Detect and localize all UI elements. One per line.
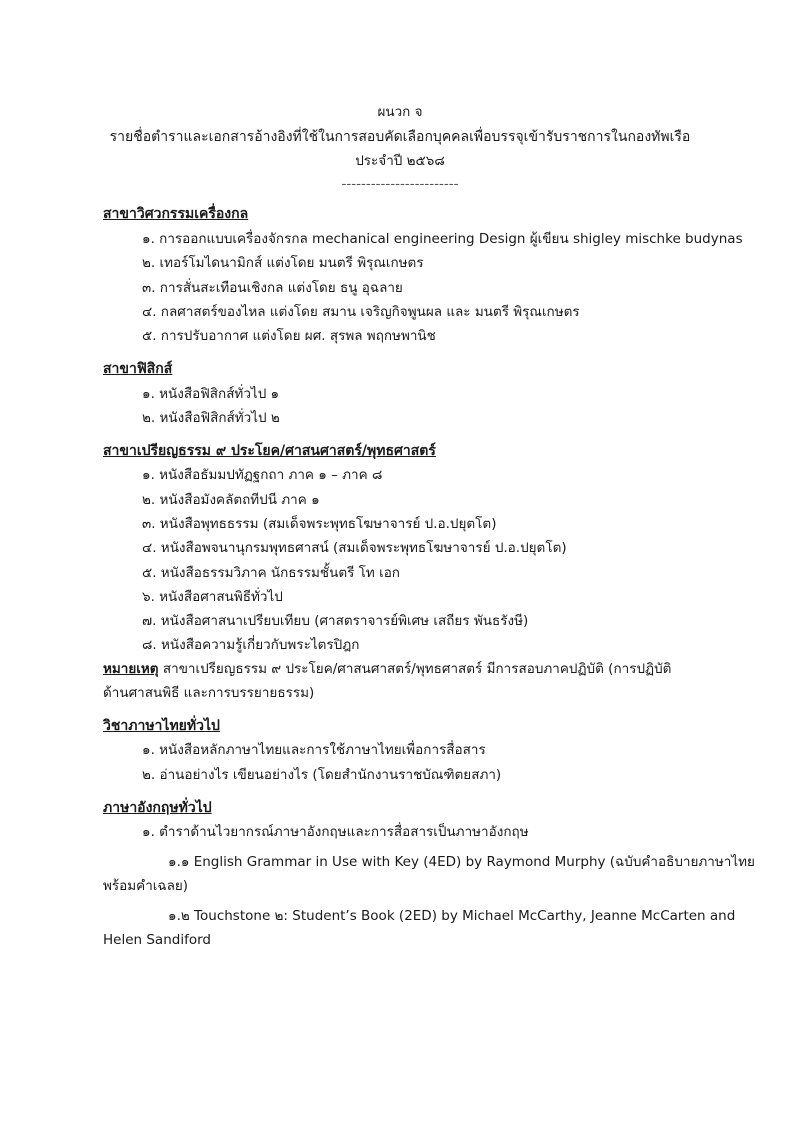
document-title: รายชื่อตำราและเอกสารอ้างอิงที่ใช้ในการสอบคัดเลือกบุคคลเพื่อบรรจุเข้ารับราชการในกองทัพเรือ bbox=[109, 129, 691, 145]
list-item: ๒. หนังสือมังคลัตถทีปนี ภาค ๑ bbox=[142, 492, 320, 508]
list-item: ๑. การออกแบบเครื่องจักรกล mechanical engineering Design ผู้เขียน shigley mischke budynas bbox=[142, 231, 743, 247]
list-item: ๕. การปรับอากาศ แต่งโดย ผศ. สุรพล พฤกษพานิช bbox=[142, 328, 436, 344]
sub-list-item-continued: พร้อมคำเฉลย) bbox=[103, 878, 189, 894]
sub-list-item: ๑.๒ Touchstone ๒: Student’s Book (2ED) by Michael McCarthy, Jeanne McCarten and bbox=[168, 908, 736, 924]
list-item: ๖. หนังสือศาสนพิธีทั่วไป bbox=[142, 589, 283, 605]
list-item: ๒. อ่านอย่างไร เขียนอย่างไร (โดยสำนักงานราชบัณฑิตยสภา) bbox=[142, 767, 502, 783]
sub-list-item: ๑.๑ English Grammar in Use with Key (4ED) by Raymond Murphy (ฉบับคำอธิบายภาษาไทย bbox=[168, 854, 755, 870]
list-item: ๘. หนังสือความรู้เกี่ยวกับพระไตรปิฎก bbox=[142, 637, 360, 653]
religion-note bbox=[103, 659, 671, 679]
list-item: ๑. หนังสือฟิสิกส์ทั่วไป ๑ bbox=[142, 386, 280, 402]
section-heading-thai: วิชาภาษาไทยทั่วไป bbox=[103, 718, 220, 734]
section-heading-english: ภาษาอังกฤษทั่วไป bbox=[103, 800, 212, 816]
list-item: ๔. หนังสือพจนานุกรมพุทธศาสน์ (สมเด็จพระพุทธโฆษาจารย์ ป.อ.ปยุตโต) bbox=[142, 540, 567, 556]
sub-list-item-continued: Helen Sandiford bbox=[103, 932, 211, 948]
annex-label: ผนวก จ bbox=[377, 104, 423, 120]
list-item: ๒. เทอร์โมไดนามิกส์ แต่งโดย มนตรี พิรุณเกษตร bbox=[142, 255, 424, 271]
note-label: หมายเหตุ bbox=[103, 661, 159, 677]
section-heading-mechanical: สาขาวิศวกรรมเครื่องกล bbox=[103, 206, 249, 222]
list-item: ๒. หนังสือฟิสิกส์ทั่วไป ๒ bbox=[142, 410, 280, 426]
list-item: ๕. หนังสือธรรมวิภาค นักธรรมชั้นตรี โท เอก bbox=[142, 565, 400, 581]
section-heading-religion: สาขาเปรียญธรรม ๙ ประโยค/ศาสนศาสตร์/พุทธศาสตร์ bbox=[103, 443, 436, 459]
list-item: ๔. กลศาสตร์ของไหล แต่งโดย สมาน เจริญกิจพูนผล และ มนตรี พิรุณเกษตร bbox=[142, 304, 580, 320]
list-item: ๗. หนังสือศาสนาเปรียบเทียบ (ศาสตราจารย์พิเศษ เสถียร พันธรังษี) bbox=[142, 613, 529, 629]
note-text: สาขาเปรียญธรรม ๙ ประโยค/ศาสนศาสตร์/พุทธศาสตร์ มีการสอบภาคปฏิบัติ (การปฏิบัติ bbox=[158, 661, 672, 677]
document-year: ประจำปี ๒๕๖๘ bbox=[355, 153, 445, 169]
list-item: ๑. หนังสือธัมมปทัฏฐกถา ภาค ๑ – ภาค ๘ bbox=[142, 467, 383, 483]
title-divider: ------------------------ bbox=[341, 176, 459, 192]
section-heading-physics: สาขาฟิสิกส์ bbox=[103, 361, 173, 377]
list-item: ๓. หนังสือพุทธธรรม (สมเด็จพระพุทธโฆษาจารย์ ป.อ.ปยุตโต) bbox=[142, 516, 497, 532]
list-item: ๑. ตำราด้านไวยากรณ์ภาษาอังกฤษและการสื่อสารเป็นภาษาอังกฤษ bbox=[142, 824, 529, 840]
list-item: ๑. หนังสือหลักภาษาไทยและการใช้ภาษาไทยเพื่อการสื่อสาร bbox=[142, 742, 486, 758]
list-item: ๓. การสั่นสะเทือนเชิงกล แต่งโดย ธนู อุฉลาย bbox=[142, 280, 403, 296]
religion-note-continued: ด้านศาสนพิธี และการบรรยายธรรม) bbox=[103, 685, 315, 701]
